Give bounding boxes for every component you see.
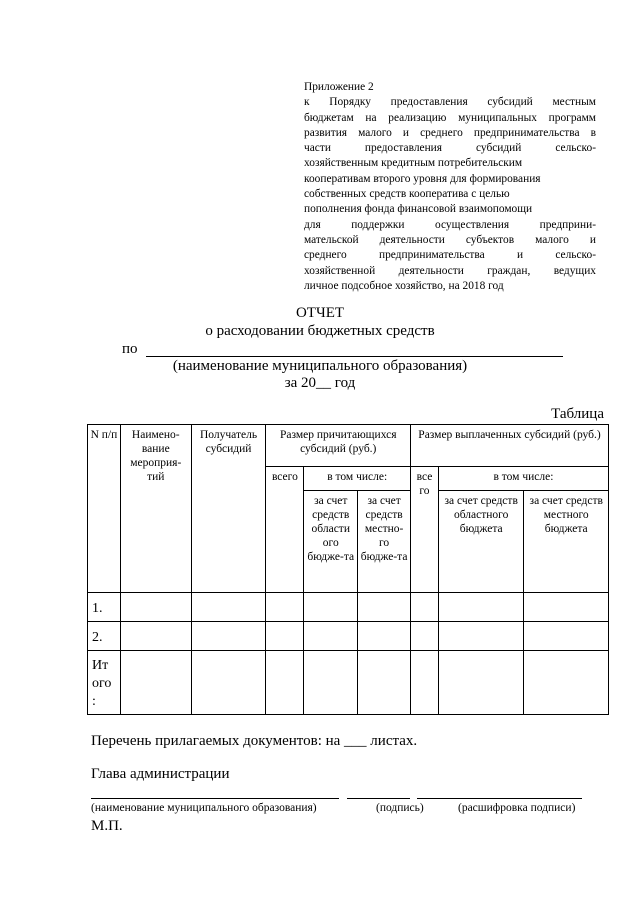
table-cell[interactable]	[524, 651, 609, 715]
po-label: по	[122, 341, 138, 357]
municipality-caption: (наименование муниципального образования)	[172, 358, 468, 374]
table-cell[interactable]	[266, 593, 304, 622]
appendix-line: Приложение 2	[304, 81, 374, 93]
header-including-paid: в том числе:	[438, 467, 608, 491]
table-cell[interactable]	[191, 593, 266, 622]
year-line: за 20__ год	[284, 375, 356, 391]
head-title: Глава администрации	[91, 766, 230, 782]
table-cell[interactable]	[120, 622, 191, 651]
header-num: N п/п	[88, 425, 121, 593]
table-cell[interactable]	[411, 593, 439, 622]
caption-name: (наименование муниципального образования)	[91, 802, 317, 814]
table-row	[88, 593, 609, 622]
table-cell[interactable]	[358, 651, 411, 715]
table-cell[interactable]	[266, 651, 304, 715]
table-cell[interactable]	[524, 622, 609, 651]
table-cell[interactable]	[438, 651, 524, 715]
table-cell[interactable]	[266, 622, 304, 651]
table-cell[interactable]	[304, 622, 358, 651]
header-local-paid: за счет средств местного бюджета	[524, 491, 609, 593]
table-cell[interactable]	[304, 651, 358, 715]
signature-line-decode	[417, 798, 582, 799]
row-number: 2.	[88, 622, 121, 651]
appendix-line: мательской деятельности субъектов малого и	[304, 233, 596, 246]
table-cell[interactable]	[191, 622, 266, 651]
table-cell[interactable]	[438, 593, 524, 622]
header-regional-paid: за счет средств областного бюджета	[438, 491, 524, 593]
appendix-line: к Порядку предоставления субсидий местным	[304, 96, 596, 109]
report-title: ОТЧЕТ	[295, 305, 345, 321]
header-name: Наимено-вание мероприя-тий	[120, 425, 191, 593]
table-row-total	[88, 651, 609, 715]
caption-sign: (подпись)	[376, 802, 424, 814]
report-subtitle: о расходовании бюджетных средств	[205, 323, 435, 339]
header-total-paid: все го	[411, 467, 439, 593]
signature-line-sign	[347, 798, 410, 799]
appendix-line: кооперативам второго уровня для формирования	[304, 172, 541, 185]
appendix-line: хозяйственным кредитным потребительским	[304, 157, 523, 170]
appendix-block	[304, 80, 596, 294]
appendix-line: для поддержки осуществления предприни-	[304, 218, 596, 231]
table-cell[interactable]	[120, 651, 191, 715]
header-including: в том числе:	[304, 467, 411, 491]
table-cell[interactable]	[411, 622, 439, 651]
table-cell[interactable]	[304, 593, 358, 622]
table-label: Таблица	[551, 406, 604, 422]
caption-decode: (расшифровка подписи)	[458, 802, 576, 814]
table-cell[interactable]	[358, 622, 411, 651]
header-paid: Размер выплаченных субсидий (руб.)	[411, 425, 609, 467]
stamp-label: М.П.	[91, 818, 123, 834]
signature-line-name	[91, 798, 339, 799]
appendix-line: собственных средств кооператива с целью	[304, 188, 510, 201]
header-recipient: Получатель субсидий	[191, 425, 266, 593]
appendix-line: хозяйственной деятельности граждан, ведущих	[304, 264, 596, 277]
header-due: Размер причитающихся субсидий (руб.)	[266, 425, 411, 467]
table-cell[interactable]	[358, 593, 411, 622]
table-cell[interactable]	[524, 593, 609, 622]
header-local: за счет средств местно-го бюдже-та	[358, 491, 411, 593]
table-row	[88, 622, 609, 651]
report-table	[87, 424, 609, 715]
header-total: всего	[266, 467, 304, 593]
table-cell[interactable]	[411, 651, 439, 715]
appendix-line: развития малого и среднего предпринимательства в	[304, 126, 596, 139]
row-number: 1.	[88, 593, 121, 622]
table-cell[interactable]	[120, 593, 191, 622]
appendix-line: бюджетам на реализацию муниципальных программ	[304, 111, 596, 124]
appendix-line: части предоставления субсидий сельско-	[304, 142, 596, 155]
documents-line: Перечень прилагаемых документов: на ___ листах.	[91, 733, 418, 749]
appendix-line: среднего предпринимательства и сельско-	[304, 249, 596, 262]
table-cell[interactable]	[438, 622, 524, 651]
appendix-line: пополнения фонда финансовой взаимопомощи	[304, 203, 533, 216]
header-regional: за счет средств области ого бюдже-та	[304, 491, 358, 593]
table-cell[interactable]	[191, 651, 266, 715]
row-total-label: Ит ого :	[88, 651, 121, 715]
municipality-blank-line	[146, 356, 563, 357]
appendix-line: личное подсобное хозяйство, на 2018 год	[304, 279, 504, 292]
